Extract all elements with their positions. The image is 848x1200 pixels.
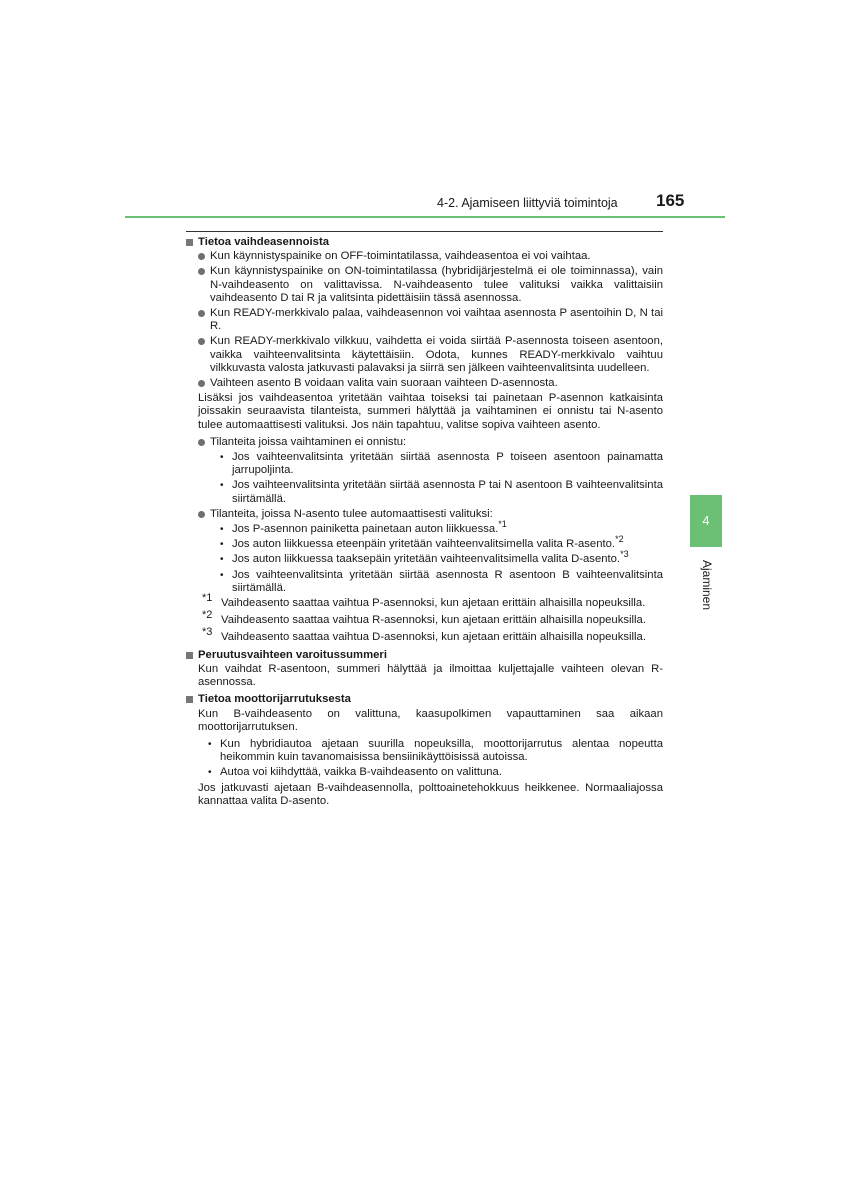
sub-item-text: Jos auton liikkuessa taaksepäin yritetään vaihteenvalitsimella valita D-asento.: [232, 553, 621, 566]
bullet-item: [186, 335, 663, 375]
sub-item: • Jos auton liikkuessa eteenpäin yritetään vaihteenvalitsimella valita R-asento.$^{*2}$: [220, 534, 624, 551]
chapter-tab[interactable]: [690, 495, 722, 547]
sub-item: • Autoa voi kiihdyttää, vaikka B-vaihdeasento on valittuna.: [208, 766, 502, 779]
bullet-text: Vaihteen asento B voidaan valita vain suoraan vaihteen D-asennosta.: [210, 377, 558, 390]
bullet-text: Kun käynnistyspainike on ON-toimintatilassa (hybridijärjestelmä ei ole toiminnassa), vain N-vaihdeasento on valittavissa. N-vaihdeasento tulee valituksi vaikka valittaisiin vaihdeasento D tai R ja valitsinta pidettäisiin tässä asennossa.: [210, 265, 663, 304]
section-heading: [186, 693, 663, 706]
sub-item: • Kun hybridiautoa ajetaan suurilla nopeuksilla, moottorijarrutus alentaa nopeutta heikommin kuin tavanomaisissa bensiinikäyttöisissä autoissa.: [208, 737, 663, 764]
sub-item-text: Autoa voi kiihdyttää, vaikka B-vaihdeasento on valittuna.: [220, 766, 502, 779]
chapter-label: Ajaminen: [700, 560, 714, 611]
paragraph: Lisäksi jos vaihdeasentoa yritetään vaihtaa toiseksi tai painetaan P-asennon katkaisinta joissakin seuraavista tilanteista, summeri hälyttää ja vaihtaminen ei onnistu tai N-asento tulee automaattisesti valituksi. Jos näin tapahtuu, valitse sopiva vaihteen asento.: [198, 392, 663, 431]
header-title: 4-2. Ajamiseen liittyviä toimintoja: [437, 196, 618, 210]
circle-bullet-icon: [198, 268, 205, 275]
bullet-text: Kun READY-merkkivalo palaa, vaihdeasennon voi vaihtaa asennosta P asentoihin D, N tai R.: [210, 307, 663, 333]
square-bullet-icon: [186, 696, 193, 703]
footnote-ref: *1: [498, 519, 507, 530]
footnote-text: Vaihdeasento saattaa vaihtua R-asennoksi, kun ajetaan erittäin alhaisilla nopeuksilla.: [221, 614, 646, 627]
section-title: Tietoa moottorijarrutuksesta: [198, 693, 351, 706]
sub-item-text: Jos vaihteenvalitsinta yritetään siirtää asennosta R asentoon B vaihteenvalitsinta siirtämällä.: [232, 568, 663, 594]
footnote-mark: *2: [202, 609, 213, 622]
bullet-text: Tilanteita joissa vaihtaminen ei onnistu:: [210, 435, 407, 448]
sub-item-text: Jos vaihteenvalitsinta yritetään siirtää asennosta P tai N asentoon B vaihteenvalitsinta siirtämällä.: [232, 479, 663, 505]
footnote-text: Vaihdeasento saattaa vaihtua P-asennoksi, kun ajetaan erittäin alhaisilla nopeuksilla.: [221, 597, 646, 610]
paragraph: Kun vaihdat R-asentoon, summeri hälyttää ja ilmoittaa kuljettajalle vaihteen olevan R-asennossa.: [198, 662, 663, 689]
page-content: [186, 231, 663, 812]
bullet-item: [186, 307, 663, 333]
page-number: 165: [656, 191, 685, 210]
footnote: [186, 609, 663, 627]
circle-bullet-icon: [198, 310, 205, 317]
chapter-number: 4: [702, 513, 710, 528]
sub-item-text: Kun hybridiautoa ajetaan suurilla nopeuksilla, moottorijarrutus alentaa nopeutta heikommin kuin tavanomaisissa bensiinikäyttöisissä autoissa.: [220, 737, 663, 764]
circle-bullet-icon: [198, 511, 205, 518]
content-rule: [186, 231, 663, 232]
circle-bullet-icon: [198, 439, 205, 446]
section-title: Peruutusvaihteen varoitussummeri: [198, 648, 387, 661]
footnote: [186, 626, 663, 644]
sub-item-text: Jos P-asennon painiketta painetaan auton liikkuessa.: [232, 523, 499, 536]
square-bullet-icon: [186, 239, 193, 246]
footnote-ref: *3: [620, 549, 629, 560]
header-rule: [125, 216, 725, 218]
paragraph: Jos jatkuvasti ajetaan B-vaihdeasennolla, polttoainetehokkuus heikkenee. Normaaliajossa kannattaa valita D-asento.: [198, 781, 663, 807]
bullet-text: Tilanteita, joissa N-asento tulee automaattisesti valituksi:: [210, 507, 493, 520]
bullet-item: [186, 265, 663, 305]
sub-item: • Jos auton liikkuessa taaksepäin yritetään vaihteenvalitsimella valita D-asento.$^{*3}$: [220, 549, 629, 566]
sub-item: • Jos vaihteenvalitsinta yritetään siirtää asennosta R asentoon B vaihteenvalitsinta siirtämällä.: [220, 568, 663, 594]
bullet-item: [186, 508, 663, 521]
circle-bullet-icon: [198, 253, 205, 260]
square-bullet-icon: [186, 652, 193, 659]
sub-item: • Jos vaihteenvalitsinta yritetään siirtää asennosta P tai N asentoon B vaihteenvalitsinta siirtämällä.: [220, 479, 663, 505]
footnote-mark: *1: [202, 592, 213, 605]
sub-item: • Jos P-asennon painiketta painetaan auton liikkuessa.$^{*1}$: [220, 519, 507, 536]
footnote-ref: *2: [615, 534, 624, 545]
bullet-item: [186, 250, 663, 263]
section-heading: [186, 236, 663, 249]
footnote: [186, 592, 663, 610]
bullet-item: [186, 436, 663, 449]
paragraph: Kun B-vaihdeasento on valittuna, kaasupolkimen vapauttaminen saa aikaan moottorijarrutuksen.: [198, 707, 663, 733]
footnote-mark: *3: [202, 626, 213, 639]
sub-item-text: Jos vaihteenvalitsinta yritetään siirtää asennosta P toiseen asentoon painamatta jarrupoljinta.: [232, 451, 663, 477]
circle-bullet-icon: [198, 380, 205, 387]
bullet-item: [186, 377, 663, 390]
section-title: Tietoa vaihdeasennoista: [198, 236, 330, 248]
footnote-text: Vaihdeasento saattaa vaihtua D-asennoksi, kun ajetaan erittäin alhaisilla nopeuksilla.: [221, 631, 646, 644]
bullet-text: Kun READY-merkkivalo vilkkuu, vaihdetta ei voida siirtää P-asennosta toiseen asentoon, vaikka vaihteenvalitsinta käytettäisiin. Odota, kunnes READY-merkkivalo vaihtuu vilkkuvasta valosta jatkuvasti palavaksi ja siirrä sen jälkeen vaihteenvalitsinta uudelleen.: [210, 335, 663, 374]
circle-bullet-icon: [198, 338, 205, 345]
sub-item-text: Jos auton liikkuessa eteenpäin yritetään vaihteenvalitsimella valita R-asento.: [232, 538, 616, 551]
sub-item: • Jos vaihteenvalitsinta yritetään siirtää asennosta P toiseen asentoon painamatta jarrupoljinta.: [220, 451, 663, 477]
section-heading: [186, 649, 663, 662]
bullet-text: Kun käynnistyspainike on OFF-toimintatilassa, vaihdeasentoa ei voi vaihtaa.: [210, 250, 591, 263]
